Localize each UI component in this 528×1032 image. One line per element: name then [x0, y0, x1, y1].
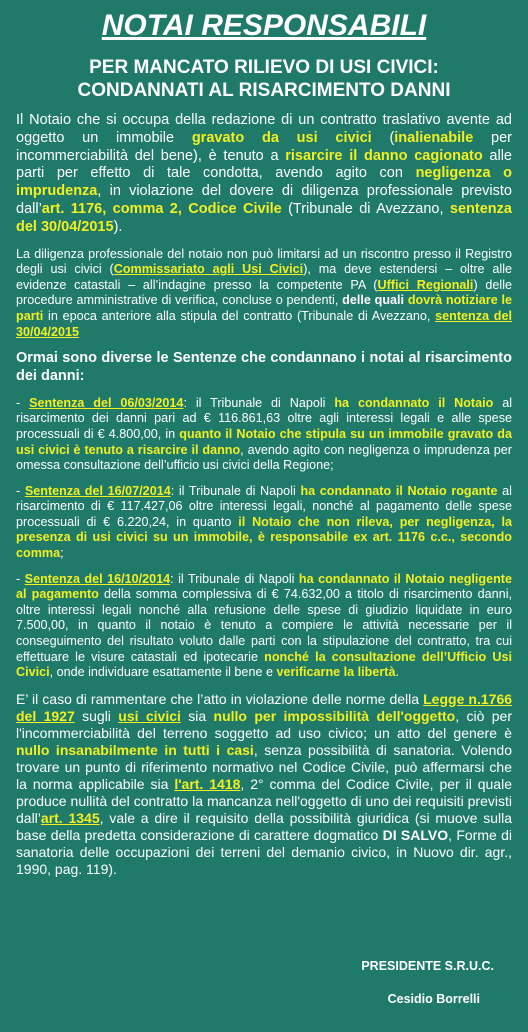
text-run: Il Notaio che si occupa della redazione di un contratto traslativo avente ad oggetto un immobile: [16, 112, 512, 146]
text-run: , Forme di sanatoria delle occupazioni dei terreni del demanio civico, in Nuovo dir. agr., 1990, pag. 119).: [16, 826, 513, 877]
highlight-link-text: sentenza del 30/04/2015: [16, 308, 512, 339]
subtitle-line-2: CONDANNATI AL RISARCIMENTO DANNI: [77, 80, 451, 101]
subtitle: [16, 56, 512, 102]
highlight-text: quanto il Notaio che stipula su un immobile gravato da usi civici è tenuto a risarcire il danno: [16, 426, 512, 457]
text-run: E’ il caso di rammentare che l’atto in violazione delle norme della: [16, 690, 424, 707]
closing-paragraph: [16, 691, 512, 878]
highlight-text: dovrà notiziare le parti: [16, 293, 512, 323]
case-1-paragraph: [16, 396, 512, 474]
highlight-link-text: art. 1345: [40, 809, 100, 826]
text-run: al risarcimento di € 117.427,06 oltre interessi legali, nonché al pagamento delle spese processuali di € 6.220,24, in quanto: [16, 483, 512, 529]
text-run: -: [16, 483, 25, 498]
text-run: , vale a dire il requisito della possibilità giuridica (si muove sulla base della predetta considerazione di carattere dogmatico: [16, 809, 513, 843]
signature-role: PRESIDENTE S.R.U.C.: [361, 959, 494, 973]
document: [0, 8, 528, 1032]
highlight-text: verificarne la libertà: [276, 665, 396, 680]
highlight-text: inalienabile: [394, 129, 474, 146]
highlight-text: gravato da usi civici: [191, 129, 372, 146]
highlight-text: art. 1176, comma 2, Codice Civile: [41, 200, 282, 217]
highlight-link-text: l'art. 1418: [174, 775, 241, 792]
intro-paragraph: [16, 112, 512, 237]
text-run: sugli: [74, 707, 119, 724]
text-run: ;: [60, 546, 64, 561]
text-run: , senza possibilità di sanatoria. Volendo trovare un punto di riferimento normativo nel Codice Civile, può affermarsi che la norma applicabile sia: [16, 741, 512, 792]
text-run: (: [371, 129, 395, 146]
case-2-paragraph: [16, 484, 512, 562]
text-run: alle parti per effetto di tale condotta, avendo agito con: [16, 147, 512, 182]
diligence-paragraph: [16, 247, 512, 341]
text-run: al risarcimento dei danni pari ad € 116.861,63 oltre agli interessi legali e alle spese processuali di € 4.800,00, in: [16, 395, 513, 441]
highlight-text: nullo insanabilmente in tutti i casi: [16, 741, 254, 758]
text-run: : il Tribunale di Napoli: [170, 571, 299, 586]
page-title: NOTAI RESPONSABILI: [101, 9, 427, 42]
text-run: La diligenza professionale del notaio non può limitarsi ad un riscontro presso il Registro degli usi civici (: [16, 246, 512, 277]
highlight-link-text: Sentenza del 16/07/2014: [24, 483, 171, 498]
text-run: ).: [113, 218, 123, 235]
highlight-link-text: Legge n.1766 del 1927: [16, 690, 513, 724]
text-run: in epoca anteriore alla stipula del contratto (Tribunale di Avezzano,: [43, 308, 436, 323]
case-3-paragraph: [16, 572, 512, 681]
bold-text: delle quali: [342, 293, 405, 308]
highlight-link-text: Sentenza del 06/03/2014: [29, 395, 184, 410]
subtitle-line-1: PER MANCATO RILIEVO DI USI CIVICI:: [89, 57, 439, 78]
highlight-text: sentenza del 30/04/2015: [16, 200, 512, 235]
highlight-text: negligenza o imprudenza: [16, 165, 512, 200]
sentences-intro: Ormai sono diverse le Sentenze che condannano i notai al risarcimento dei danni:: [16, 350, 512, 384]
text-run: : il Tribunale di Napoli: [170, 483, 301, 498]
text-run: per incommerciabilità del bene), è tenuto a: [16, 129, 512, 164]
highlight-text: nullo per impossibilità dell'oggetto: [213, 707, 456, 724]
text-run: , in violazione del dovere di diligenza professionale previsto dall’: [16, 183, 512, 217]
highlight-text: ha condannato il Notaio rogante: [300, 483, 498, 498]
highlight-link-text: usi civici: [118, 707, 181, 724]
highlight-text: ha condannato il Notaio: [334, 395, 494, 410]
text-run: , 2° comma del Codice Civile, per il quale produce nullità del contratto la mancanza nell'oggetto di uno dei requisiti previsti dall’: [16, 775, 512, 826]
text-run: , avendo agito con negligenza o imprudenza per omessa consultazione dell’ufficio usi civici della Regione;: [16, 442, 512, 473]
highlight-text: ha condannato il Notaio negligente al pagamento: [16, 571, 512, 602]
text-run: ), ma deve estendersi – oltre alle evidenze catastali – all’indagine presso la competente PA (: [16, 262, 513, 292]
text-run: -: [16, 571, 25, 586]
text-run: ) delle procedure amministrative di verifica, concluse o pendenti,: [16, 277, 512, 308]
highlight-link-text: Sentenza del 16/10/2014: [24, 571, 171, 586]
text-run: : il Tribunale di Napoli: [183, 395, 335, 410]
highlight-link-text: Uffici Regionali: [377, 277, 474, 292]
text-run: -: [16, 395, 30, 410]
highlight-text: risarcire il danno cagionato: [285, 147, 483, 164]
text-run: .: [395, 665, 399, 680]
text-run: sia: [180, 707, 214, 724]
text-run: , onde individuare esattamente il bene e: [49, 665, 277, 680]
text-run: della somma complessiva di € 74.632,00 a titolo di risarcimento danni, oltre interessi legali nonché alla refusione delle spese di giudizio liquidate in euro 7.500,00, in quanto il notaio è tenuto a compiere le attività necessarie per il conseguimento del risultato voluto dalle parti con la stipulazione del contratto, tra cui effettuare le visure catastali ed ipotecarie: [16, 587, 512, 664]
bold-text: DI SALVO: [382, 826, 449, 843]
text-run: , ciò per l'incommerciabilità del terreno soggetto ad uso civico; un atto del genere è: [16, 707, 512, 741]
highlight-link-text: Commissariato agli Usi Civici: [113, 262, 304, 277]
text-run: (Tribunale di Avezzano,: [281, 200, 450, 217]
highlight-text: il Notaio che non rileva, per negligenza, la presenza di usi civici su un immobile, è responsabile ex art. 1176 c.c., secondo comma: [16, 514, 512, 561]
signature-name: Cesidio Borrelli: [387, 992, 480, 1006]
highlight-text: nonché la consultazione dell’Ufficio Usi Civici: [16, 649, 513, 680]
